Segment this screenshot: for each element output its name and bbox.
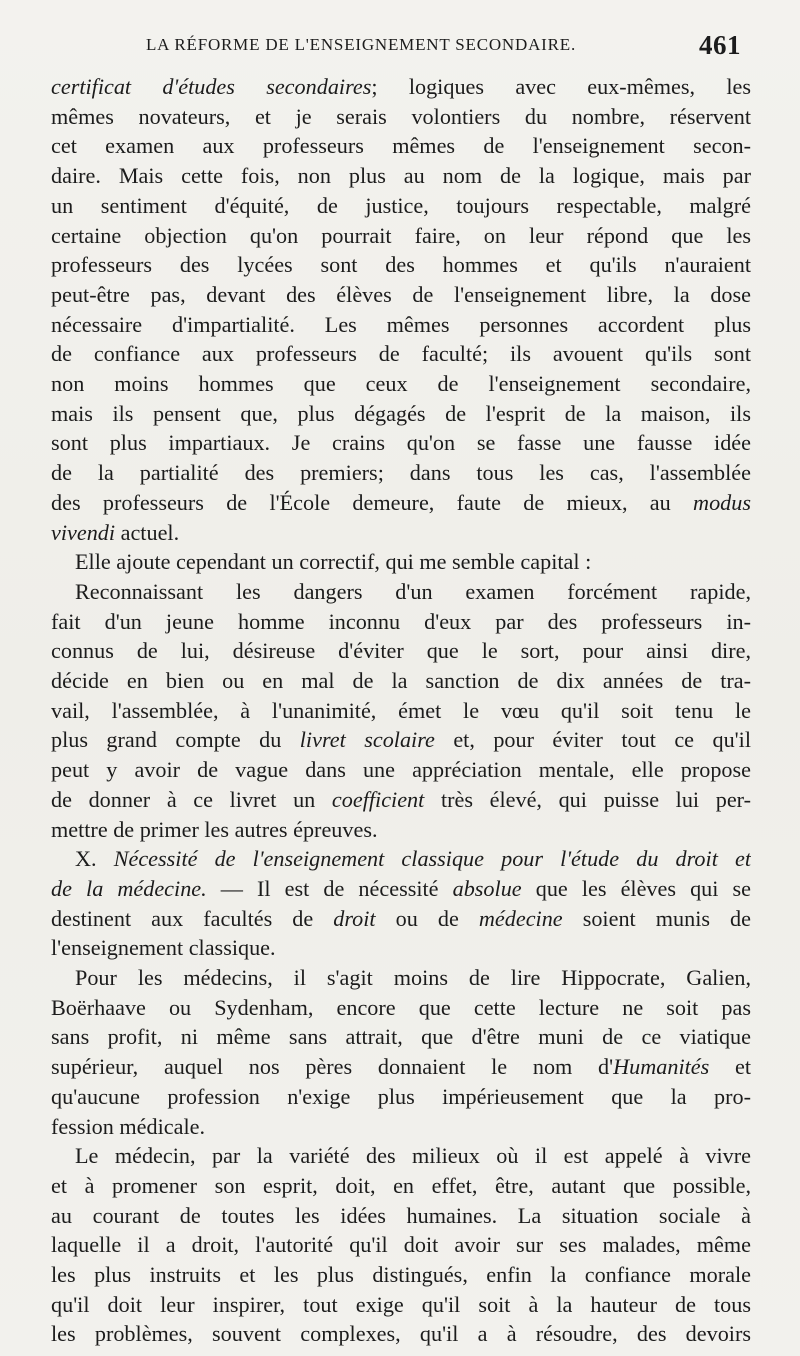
text-segment: ; logiques avec eux-mêmes, les (371, 74, 751, 99)
text-line (51, 1082, 751, 1112)
text-segment: sans profit, ni même sans attrait, que d'être muni de ce viatique (51, 1024, 751, 1050)
page-header (146, 31, 766, 61)
text-segment: mettre de primer les autres épreuves. (51, 816, 378, 842)
italic-text: Humanités (613, 1054, 710, 1080)
text-segment: plus grand compte du (51, 727, 300, 753)
text-line (51, 933, 751, 963)
text-segment: certaine objection qu'on pourrait faire, on leur répond que les (51, 222, 751, 248)
text-segment: de donner à ce livret un (51, 786, 332, 812)
text-segment: les problèmes, souvent complexes, qu'il a à résoudre, des devoirs (51, 1321, 751, 1347)
text-line (51, 488, 751, 518)
text-segment: les plus instruits et les plus distingués, enfin la confiance morale (51, 1262, 751, 1287)
text-segment: décide en bien ou en mal de la sanction de dix années de tra- (51, 668, 751, 693)
text-segment: vail, l'assemblée, à l'unanimité, émet le vœu qu'il soit tenu le (51, 697, 751, 723)
text-segment: non moins hommes que ceux de l'enseignement secondaire, (51, 371, 751, 396)
text-line (51, 369, 751, 399)
text-line (51, 428, 751, 458)
text-segment: et (709, 1054, 751, 1080)
body-text (0, 72, 800, 1347)
text-line (51, 815, 751, 845)
text-segment: des professeurs de l'École demeure, faute de mieux, au (51, 489, 694, 515)
text-line (51, 785, 751, 815)
text-segment: Pour les médecins, il s'agit moins de lire Hippocrate, Galien, (75, 965, 751, 990)
text-segment: Reconnaissant les dangers d'un examen forcément rapide, (75, 578, 751, 604)
text-line (75, 844, 751, 874)
italic-text: certificat d'études secondaires (51, 74, 372, 99)
text-line (51, 518, 751, 548)
text-segment: actuel. (115, 519, 180, 545)
text-segment: fait d'un jeune homme inconnu d'eux par des professeurs in- (51, 608, 751, 634)
text-segment: et, pour éviter tout ce qu'il (434, 727, 751, 753)
text-line (51, 1260, 751, 1290)
text-segment: peut-être pas, devant des élèves de l'enseignement libre, la dose (51, 281, 751, 307)
text-line (51, 102, 751, 132)
text-segment: Le médecin, par la variété des milieux où il est appelé à vivre (75, 1143, 751, 1169)
text-line (51, 280, 751, 310)
text-line (51, 310, 751, 340)
text-line (51, 1112, 751, 1142)
text-segment: qu'aucune profession n'exige plus impérieusement que la pro- (51, 1083, 751, 1109)
text-line (51, 1171, 751, 1201)
text-segment: de confiance aux professeurs de faculté; ils avouent qu'ils sont (51, 341, 751, 367)
text-segment: cet examen aux professeurs mêmes de l'enseignement secon- (51, 133, 751, 159)
text-line (51, 1052, 751, 1082)
italic-text: modus (693, 489, 751, 515)
text-line (51, 636, 751, 666)
text-line (51, 1290, 751, 1320)
text-segment: soient munis de (562, 905, 751, 931)
text-segment: un sentiment d'équité, de justice, toujours respectable, malgré (51, 192, 751, 218)
text-line (51, 161, 751, 191)
text-line (51, 874, 751, 904)
text-line (51, 1022, 751, 1052)
text-line (51, 72, 751, 102)
text-line (51, 755, 751, 785)
text-segment: Boërhaave ou Sydenham, encore que cette lecture ne soit pas (51, 994, 751, 1020)
text-line (51, 250, 751, 280)
text-line (51, 666, 751, 696)
text-line (51, 1230, 751, 1260)
text-segment: très élevé, qui puisse lui per- (424, 786, 751, 812)
text-line (75, 577, 751, 607)
text-segment: peut y avoir de vague dans une appréciation mentale, elle propose (51, 757, 751, 783)
text-line (51, 1201, 751, 1231)
italic-text: Nécessité de l'enseignement classique pour l'étude du droit et (113, 846, 751, 872)
text-line (75, 963, 751, 993)
running-head: LA RÉFORME DE L'ENSEIGNEMENT SECONDAIRE. (146, 35, 576, 54)
text-segment: daire. Mais cette fois, non plus au nom de la logique, mais par (51, 163, 751, 189)
text-segment: destinent aux facultés de (51, 905, 334, 931)
text-segment: supérieur, auquel nos pères donnaient le nom d' (51, 1054, 614, 1080)
italic-text: médecine (478, 905, 563, 931)
italic-text: vivendi (51, 519, 116, 545)
text-segment: qu'il doit leur inspirer, tout exige qu'il soit à la hauteur de tous (51, 1291, 751, 1317)
italic-text: droit (333, 905, 376, 931)
text-line (51, 221, 751, 251)
text-line (51, 458, 751, 488)
text-segment: professeurs des lycées sont des hommes et qu'ils n'auraient (51, 252, 751, 278)
text-segment: l'enseignement classique. (51, 935, 276, 961)
text-segment: de la partialité des premiers; dans tous les cas, l'assemblée (51, 460, 751, 486)
text-segment: mêmes novateurs, et je serais volontiers du nombre, réservent (51, 103, 751, 129)
text-line (51, 131, 751, 161)
italic-text: coefficient (331, 786, 425, 812)
text-line (51, 1319, 751, 1349)
italic-text: de la médecine. (51, 875, 207, 901)
text-line (51, 399, 751, 429)
text-segment: ou de (375, 905, 479, 931)
text-segment: nécessaire d'impartialité. Les mêmes personnes accordent plus (51, 311, 751, 337)
text-line (51, 696, 751, 726)
text-line (51, 904, 751, 934)
italic-text: livret scolaire (299, 727, 435, 753)
text-line (51, 191, 751, 221)
text-segment: X. (75, 846, 114, 872)
text-line (75, 1141, 751, 1171)
text-segment: connus de lui, désireuse d'éviter que le sort, pour ainsi dire, (51, 638, 751, 664)
text-line (51, 607, 751, 637)
text-segment: que les élèves qui se (521, 875, 751, 901)
text-segment: laquelle il a droit, l'autorité qu'il doit avoir sur ses malades, même (51, 1232, 751, 1258)
page-number: 461 (699, 30, 741, 60)
text-line (51, 725, 751, 755)
text-segment: fession médicale. (51, 1113, 206, 1139)
text-segment: au courant de toutes les idées humaines. La situation sociale à (51, 1202, 751, 1228)
text-segment: — Il est de nécessité (206, 875, 453, 901)
text-segment: et à promener son esprit, doit, en effet, être, autant que possible, (51, 1172, 751, 1198)
text-line (51, 339, 751, 369)
text-line (75, 547, 751, 577)
text-segment: mais ils pensent que, plus dégagés de l'esprit de la maison, ils (51, 400, 751, 426)
text-segment: sont plus impartiaux. Je crains qu'on se fasse une fausse idée (51, 430, 751, 456)
text-line (51, 993, 751, 1023)
text-segment: Elle ajoute cependant un correctif, qui me semble capital : (75, 549, 592, 575)
italic-text: absolue (452, 875, 522, 901)
